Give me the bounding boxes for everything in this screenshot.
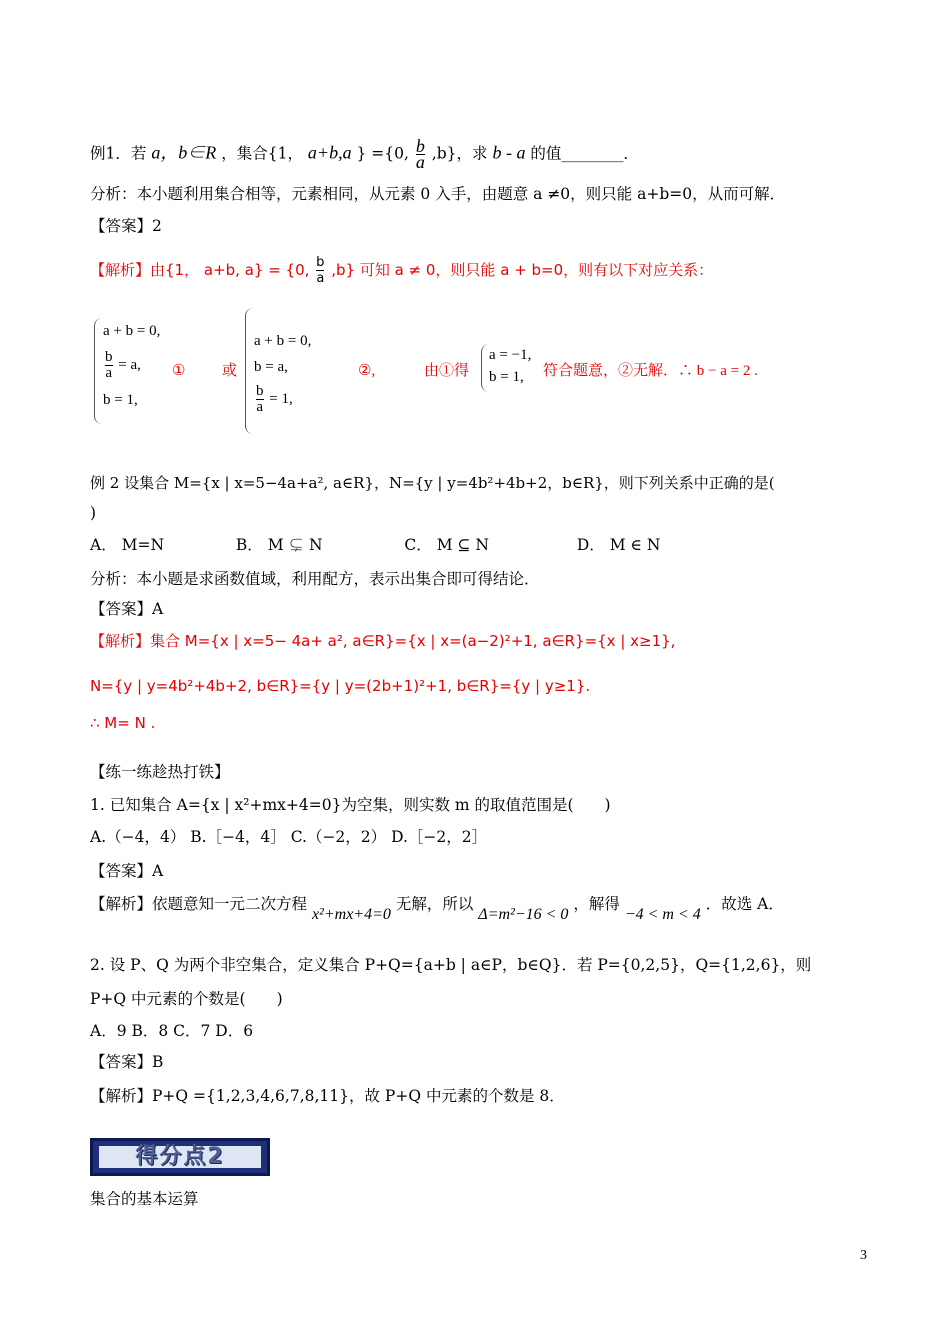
ex1-system-2: a + b = 0, b = a, $\frac{b}{a}$ = 1, [254,333,312,415]
ex1-conclusion: 符合题意，②无解．∴ b − a = 2 . [543,363,758,379]
practice-q1-options: A.（−4，4） B.［−4，4］ C.（−2，2） D.［−2，2］ [90,828,488,846]
ex1-answer: 【答案】2 [90,217,162,235]
ex1-system-3: a = −1, b = 1, [489,347,532,385]
ex2-explain-2: N={y | y=4b²+4b+2, b∈R}={y | y=(2b+1)²+1, b∈R}={y | y≥1}. [90,677,591,695]
ex2-explain-1: 【解析】集合 M={x | x=5− 4a+ a², a∈R}={x | x=(a−2)²+1, a∈R}={x | x≥1}, [90,632,676,650]
ex1-analysis: 分析：本小题利用集合相等，元素相同，从元素 0 入手，由题意 a ≠0，则只能 a+b=0，从而可解． [90,185,786,203]
practice-q2-options: A．9 B．8 C．7 D．6 [90,1022,254,1040]
practice-q2-line2: P+Q 中元素的个数是( ) [90,990,283,1008]
system-brace-3 [481,344,489,392]
practice-q2: 2. 设 P、Q 为两个非空集合，定义集合 P+Q={a+b | a∈P，b∈Q}．若 P={0,2,5}，Q={1,2,6}，则 [90,956,812,974]
ex1-question: 例1．若 a，b∈R ，集合{1， a+b,a } ={0, $\frac{b}{a}$ ,b}，求 b - a 的值________． [90,136,639,172]
page-number: 3 [860,1248,867,1263]
mark-1: ① [172,363,186,379]
ex2-answer: 【答案】A [90,600,164,618]
from-text: 由①得 [424,363,470,379]
practice-q2-explain: 【解析】P+Q ={1,2,3,4,6,7,8,11}，故 P+Q 中元素的个数是 8． [90,1087,565,1105]
practice-q1: 1. 已知集合 A={x | x²+mx+4=0}为空集，则实数 m 的取值范围是( ) [90,796,611,814]
ex1-explanation: 【解析】由{1， a+b, a} = {0, $\frac{b}{a}$ ,b} 可知 a ≠ 0，则只能 a + b=0，则有以下对应关系： [90,255,714,286]
system-brace-2 [245,308,254,434]
section-title: 集合的基本运算 [90,1190,199,1208]
practice-q2-answer: 【答案】B [90,1053,164,1071]
option-b: B． M ⊊ N [235,536,323,554]
ex2-question-close: ) [90,504,97,522]
practice-heading: 【练一练趁热打铁】 [90,763,230,781]
ex2-explain-3: ∴ M= N . [90,714,156,732]
system-brace-1 [94,318,103,424]
or-text: 或 [222,363,238,379]
ex2-options [90,534,660,556]
ex1-system-1: a + b = 0, $\frac{b}{a}$ = a, b = 1, [103,323,161,408]
mark-2: ②, [358,363,376,379]
practice-q1-answer: 【答案】A [90,862,164,880]
ex1-fraction: $\frac{b}{a}$ [415,136,425,172]
ex2-question: 例 2 设集合 M={x | x=5−4a+a², a∈R}，N={y | y=4b²+4b+2，b∈R}，则下列关系中正确的是( [90,474,775,492]
score-point-badge: 得分点2 [90,1138,270,1176]
option-c: C． M ⊆ N [404,536,489,554]
option-d: D． M ∈ N [576,536,661,554]
option-a: A． M=N [90,536,165,554]
practice-q1-explain: 【解析】依题意知一元二次方程 x²+mx+4=0 无解，所以 Δ=m²−16 < 0 ，解得 −4 < m < 4 ．故选 A． [90,895,784,923]
ex2-analysis: 分析：本小题是求函数值域，利用配方，表示出集合即可得结论． [90,570,540,588]
